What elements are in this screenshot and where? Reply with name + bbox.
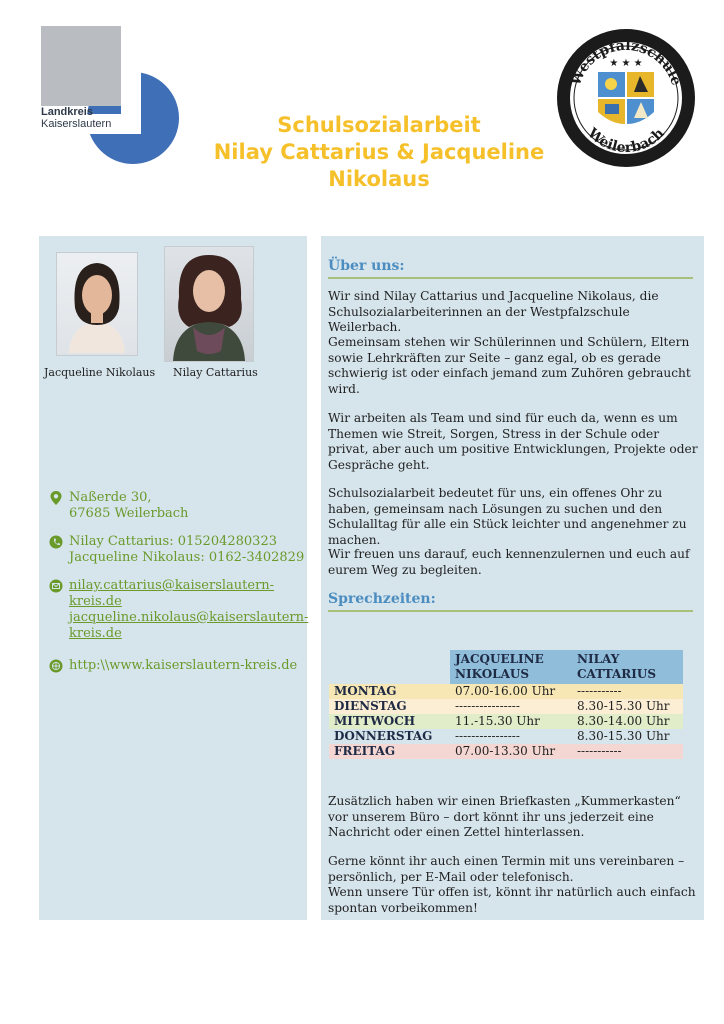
nilay-time-cell: ----------- (572, 684, 683, 699)
about-paragraph-2: Gemeinsam stehen wir Schülerinnen und Schülern, Eltern sowie Lehrkräften zur Seite – ganz egal, ob es gerade schwierig ist oder einfach jemand zum Zuhören gebraucht wird. (328, 335, 691, 396)
jacqueline-time-cell: 07.00-16.00 Uhr (450, 684, 572, 699)
stars-icon: ★ ★ ★ (609, 58, 643, 69)
info-panel (321, 236, 704, 920)
about-heading: Über uns: (328, 258, 693, 279)
photo-nilay-cattarius (164, 246, 254, 362)
address-line-2: 67685 Weilerbach (69, 506, 189, 521)
about-paragraph-4: Schulsozialarbeit bedeutet für uns, ein offenes Ohr zu haben, gemeinsam nach Lösungen zu suchen und den Schulalltag für alle ein Stück leichter und angenehmer zu machen. (328, 486, 687, 547)
location-pin-icon (49, 490, 63, 506)
caption-nilay-cattarius: Nilay Cattarius (173, 366, 258, 379)
about-paragraph-1: Wir sind Nilay Cattarius und Jacqueline Nikolaus, die Schulsozialarbeiterinnen an der Westpfalzschule Weilerbach. (328, 289, 659, 334)
title-line-1: Schulsozialarbeit (277, 113, 481, 137)
photo-jacqueline-nikolaus (56, 252, 138, 356)
nilay-time-cell: 8.30-15.30 Uhr (572, 729, 683, 744)
phone-jacqueline[interactable]: Jacqueline Nikolaus: 0162-3402829 (69, 550, 305, 565)
drop-in-text: Wenn unsere Tür offen ist, könnt ihr natürlich auch einfach spontan vorbeikommen! (328, 885, 696, 915)
table-row (329, 684, 683, 699)
landkreis-logo (41, 26, 136, 130)
nilay-time-cell: 8.30-15.30 Uhr (572, 699, 683, 714)
about-paragraph-3: Wir arbeiten als Team und sind für euch da, wenn es um Themen wie Streit, Sorgen, Stress in der Schule oder privat, aber auch um positive Entwicklungen, Projekte oder Gespräche geht. (328, 411, 698, 472)
appointment-paragraph (328, 854, 698, 916)
table-row (329, 729, 683, 744)
email-icon (49, 578, 63, 594)
day-cell: DIENSTAG (329, 699, 450, 714)
page-title (160, 112, 598, 193)
table-row (329, 714, 683, 729)
table-header-row (329, 650, 683, 684)
day-cell: MITTWOCH (329, 714, 450, 729)
column-header-nilay: NILAY CATTARIUS (572, 650, 683, 684)
day-cell: DONNERSTAG (329, 729, 450, 744)
email-link-nilay[interactable]: nilay.cattarius@kaiserslautern- kreis.de (69, 578, 275, 609)
day-cell: MONTAG (329, 684, 450, 699)
appointment-text: Gerne könnt ihr auch einen Termin mit uns vereinbaren – persönlich, per E-Mail oder telefonisch. (328, 854, 685, 884)
contact-panel (39, 236, 307, 920)
office-hours-table (329, 650, 683, 759)
globe-icon (49, 658, 63, 674)
column-header-jacqueline: JACQUELINE NIKOLAUS (450, 650, 572, 684)
jacqueline-time-cell: ---------------- (450, 699, 572, 714)
school-logo-top-text: Westpfalzschule (567, 37, 685, 88)
jacqueline-time-cell: ---------------- (450, 729, 572, 744)
address-line-1: Naßerde 30, (69, 490, 152, 505)
landkreis-logo-sub: Kaiserslautern (41, 118, 112, 130)
mailbox-paragraph: Zusätzlich haben wir einen Briefkasten „Kummerkasten“ vor unserem Büro – dort könnt ihr uns jederzeit eine Nachricht oder einen Zettel hinterlassen. (328, 794, 681, 839)
email-link-jacqueline[interactable]: jacqueline.nikolaus@kaiserslautern- kreis.de (69, 610, 309, 641)
phone-icon (49, 534, 63, 550)
day-cell: FREITAG (329, 744, 450, 759)
table-row (329, 744, 683, 759)
about-paragraph-5: Wir freuen uns darauf, euch kennenzulernen und euch auf eurem Weg zu begleiten. (328, 547, 690, 577)
landkreis-logo-name: Landkreis (41, 106, 93, 118)
jacqueline-time-cell: 11.-15.30 Uhr (450, 714, 572, 729)
caption-jacqueline-nikolaus: Jacqueline Nikolaus (44, 366, 156, 379)
nilay-time-cell: ----------- (572, 744, 683, 759)
hours-heading: Sprechzeiten: (328, 591, 693, 612)
nilay-time-cell: 8.30-14.00 Uhr (572, 714, 683, 729)
website-link[interactable]: http:\\www.kaiserslautern-kreis.de (69, 658, 298, 673)
title-line-3: Nikolaus (328, 167, 430, 191)
table-row (329, 699, 683, 714)
title-line-2: Nilay Cattarius & Jacqueline (213, 140, 545, 164)
landkreis-logo-square (41, 26, 121, 106)
phone-nilay[interactable]: Nilay Cattarius: 015204280323 (69, 534, 277, 549)
school-logo-bottom-text: Weilerbach (584, 125, 668, 157)
jacqueline-time-cell: 07.00-13.30 Uhr (450, 744, 572, 759)
